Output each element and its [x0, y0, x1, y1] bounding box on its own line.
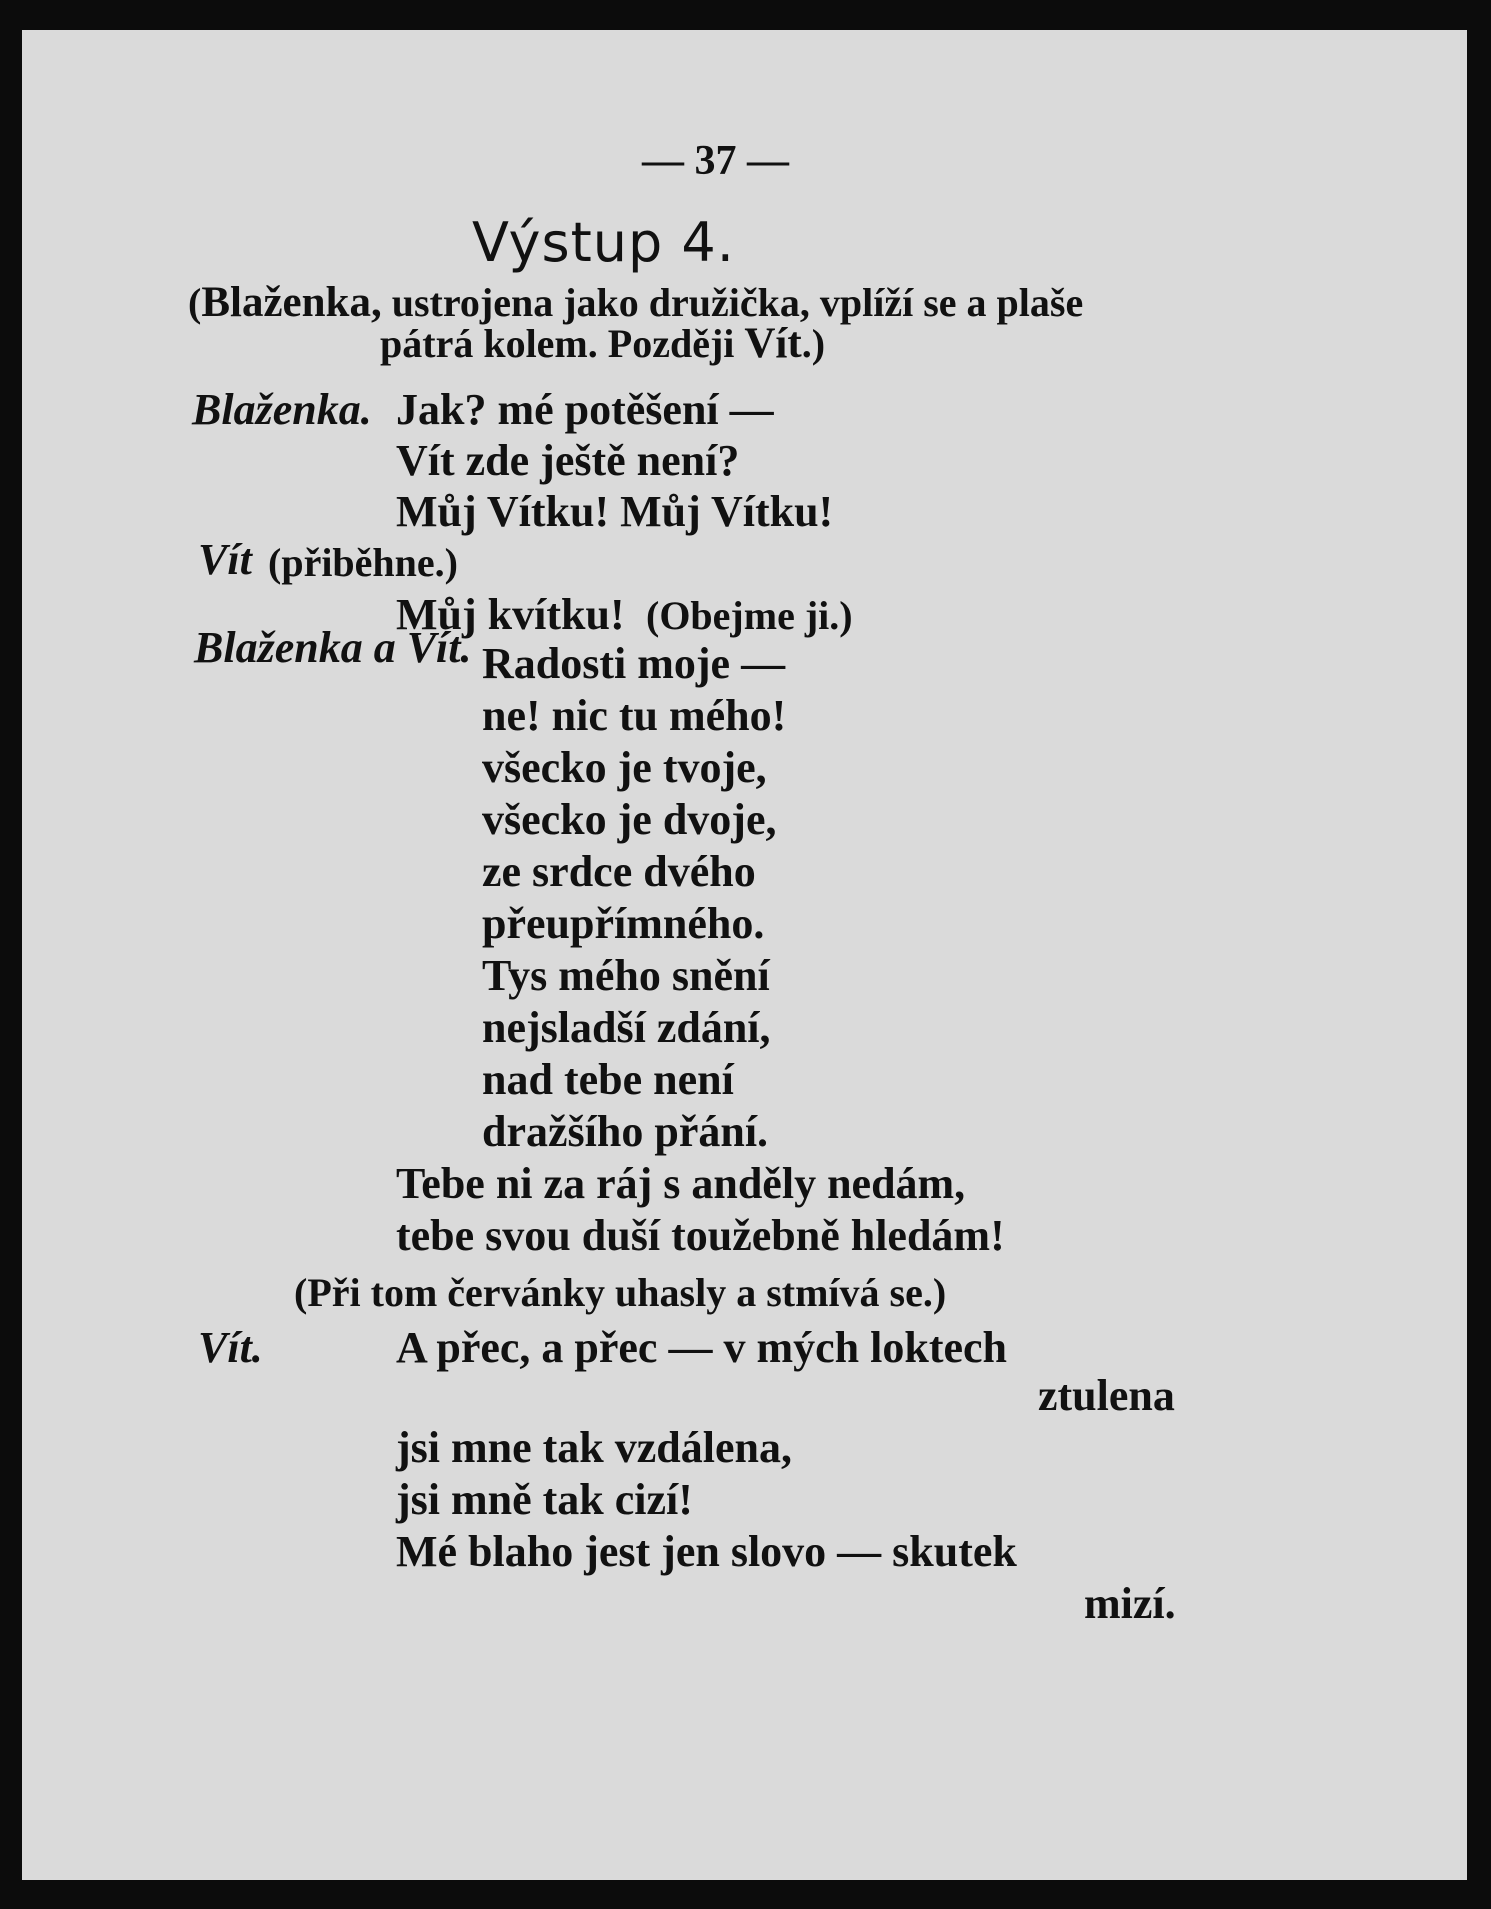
stage-direction-text: pátrá kolem. Později: [380, 321, 735, 366]
verse-line: dražšího přání.: [482, 1107, 769, 1156]
verse-line: ze srdce dvého: [482, 847, 756, 896]
stage-direction-name: Vít: [744, 320, 802, 367]
speaker-blazenka-a-vit: Blaženka a Vít.: [194, 623, 472, 672]
verse-line: přeupřímného.: [482, 899, 765, 948]
book-binding-edge: [14, 60, 22, 1840]
verse-line: nejsladší zdání,: [482, 1003, 771, 1052]
stage-direction-close: .): [801, 321, 826, 366]
verse-line: Tebe ni za ráj s anděly nedám,: [396, 1159, 966, 1208]
page-number: — 37 —: [642, 138, 789, 184]
verse-line: všecko je dvoje,: [482, 795, 777, 844]
speaker-vit: Vít: [198, 535, 252, 584]
stage-direction-dusk: (Při tom červánky uhasly a stmívá se.): [294, 1270, 947, 1315]
speaker-vit: Vít.: [198, 1323, 263, 1372]
scene-title: Výstup 4.: [472, 211, 735, 274]
verse-line-continuation: mizí.: [1084, 1579, 1176, 1628]
book-page: [22, 30, 1467, 1880]
verse-line: jsi mne tak vzdálena,: [396, 1423, 792, 1472]
stage-direction-text: ustrojena jako družička, vplíží se a plaše: [391, 280, 1084, 325]
verse-line: ne! nic tu mého!: [482, 691, 787, 740]
speaker-blazenka: Blaženka.: [192, 385, 372, 434]
verse-line: Můj kvítku!: [396, 590, 625, 639]
verse-line: všecko je tvoje,: [482, 743, 767, 792]
verse-line: Jak? mé potěšení —: [396, 385, 774, 434]
stage-direction-paren: (: [188, 280, 202, 325]
stage-direction-names: Blaženka,: [201, 279, 382, 326]
verse-line: nad tebe není: [482, 1055, 734, 1104]
verse-line: Mé blaho jest jen slovo — skutek: [396, 1527, 1017, 1576]
opening-stage-direction-line1: [188, 281, 1083, 324]
stage-direction-obejme: (Obejme ji.): [646, 593, 853, 638]
verse-line: Tys mého snění: [482, 951, 770, 1000]
verse-line: tebe svou duší toužebně hledám!: [396, 1211, 1005, 1260]
verse-line: Vít zde ještě není?: [396, 436, 740, 485]
verse-line: Můj Vítku! Můj Vítku!: [396, 487, 834, 536]
verse-line: jsi mně tak cizí!: [396, 1475, 693, 1524]
opening-stage-direction-line2: [380, 322, 825, 365]
verse-line: Radosti moje —: [482, 639, 786, 688]
verse-line-continuation: ztulena: [1038, 1371, 1175, 1420]
verse-line: A přec, a přec — v mých loktech: [396, 1323, 1007, 1372]
stage-direction-pribehne: (přiběhne.): [268, 540, 458, 585]
